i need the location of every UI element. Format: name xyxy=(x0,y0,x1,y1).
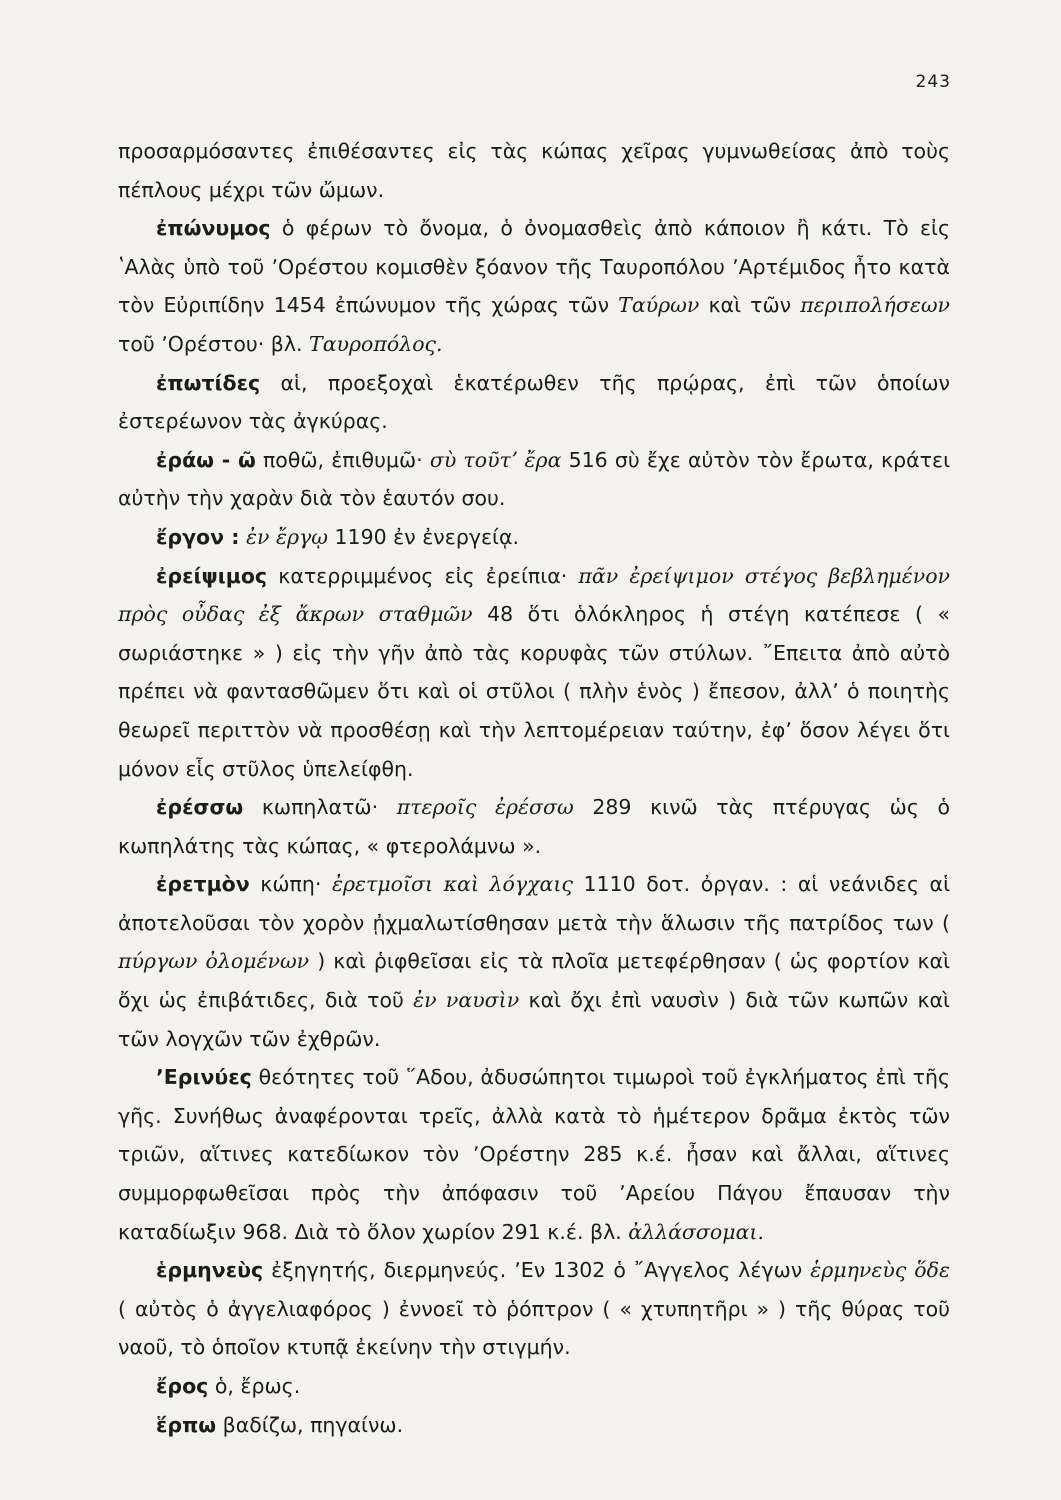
entry-text: 1110 δοτ. ὀργαν. : αἱ νεάνιδες αἱ ἀποτελοῦσαι τὸν χορὸν ᾐχμαλωτίσθησαν μετὰ τὴν ἅλωσιν τῆς πατρίδος των ( xyxy=(118,872,951,935)
entry-headword: ἐράω - ῶ xyxy=(156,447,256,472)
glossary-entry xyxy=(118,518,950,557)
entry-text: ( αὐτὸς ὁ ἀγγελιαφόρος ) ἐννοεῖ τὸ ῥόπτρον ( « χτυπητῆρι » ) τῆς θύρας τοῦ ναοῦ, τὸ ὁποῖον κτυπᾷ ἐκείνην τὴν στιγμήν. xyxy=(118,1296,950,1360)
entry-italic-text: πᾶν ἐρείψιμον στέγος βεβλημένον πρὸς οὖδας ἐξ ἄκρων σταθμῶν xyxy=(118,563,951,627)
entry-headword: ἐρέσσω xyxy=(156,795,244,820)
entry-headword: ἔρος xyxy=(156,1374,209,1398)
entry-italic-text: Ταυροπόλος. xyxy=(309,331,443,356)
entry-text: ἐξηγητής, διερμηνεύς. ʼΕν 1302 ὁ ῎Αγγελος λέγων xyxy=(263,1258,811,1283)
entry-text: ὁ φέρων τὸ ὄνομα, ὁ ὀνομασθεὶς ἀπὸ κάποιον ἢ κάτι. Τὸ εἰς ʽΑλὰς ὑπὸ τοῦ ʼΟρέστου κομισθὲν ξόανον τῆς Ταυροπόλου ʼΑρτέμιδος ἦτο κατὰ τὸν Εὐριπίδην 1454 ἐπώνυμον τῆς χώρας τῶν xyxy=(118,216,950,318)
glossary-entry xyxy=(118,1058,950,1251)
entry-italic-text: ἐν ἔργῳ xyxy=(245,524,328,549)
entry-text: κατερριμμένος εἰς ἐρείπια· xyxy=(267,563,579,588)
glossary-text xyxy=(118,132,950,1444)
entry-text: καὶ τῶν xyxy=(699,293,801,318)
entry-text: κώπη· xyxy=(249,872,332,897)
entry-italic-text: ἐν ναυσὶν xyxy=(413,988,520,1013)
entry-headword: ἑρμηνεὺς xyxy=(156,1258,264,1283)
entry-text: καὶ ὄχι ἐπὶ ναυσὶν ) διὰ τῶν κωπῶν καὶ τῶν λογχῶν τῶν ἐχθρῶν. xyxy=(118,988,950,1051)
entry-text: ) καὶ ῥιφθεῖσαι εἰς τὰ πλοῖα μετεφέρθησαν ( ὡς φορτίον καὶ ὄχι ὡς ἐπιβάτιδες, διὰ τοῦ xyxy=(118,949,951,1013)
entry-text: τοῦ ʼΟρέστου· βλ. xyxy=(118,331,310,356)
entry-headword: ἐρετμὸν xyxy=(156,872,250,897)
entry-headword: ἐρείψιμος xyxy=(156,563,268,588)
glossary-entry xyxy=(118,364,950,441)
entry-italic-text: πτεροῖς ἐρέσσω xyxy=(396,795,574,820)
entry-text: 289 κινῶ τὰς πτέρυγας ὡς ὁ κωπηλάτης τὰς κώπας, « φτερολάμνω ». xyxy=(118,795,950,858)
glossary-entry xyxy=(118,1251,950,1367)
entry-text: κωπηλατῶ· xyxy=(243,795,397,820)
entry-headword: ἔργον : xyxy=(156,524,240,549)
glossary-entry xyxy=(118,557,950,789)
entry-text: 516 σὺ ἔχε αὐτὸν τὸν ἔρωτα, κράτει αὐτὴν τὴν χαρὰν διὰ τὸν ἑαυτόν σου. xyxy=(118,447,951,511)
entry-italic-text: πύργων ὀλομένων xyxy=(118,949,310,974)
entry-italic-text: σὺ τοῦτʼ ἔρα xyxy=(429,447,562,472)
entry-headword: ἕρπω xyxy=(156,1412,217,1437)
entry-text: αἱ, προεξοχαὶ ἑκατέρωθεν τῆς πρῴρας, ἐπὶ τῶν ὁποίων ἐστερέωνον τὰς ἀγκύρας. xyxy=(118,370,950,434)
page-number: 243 xyxy=(915,72,951,92)
glossary-entry xyxy=(118,441,950,518)
glossary-entry xyxy=(118,865,950,1058)
entry-text: προσαρμόσαντες ἐπιθέσαντες εἰς τὰς κώπας χεῖρας γυμνωθείσας ἀπὸ τοὺς πέπλους μέχρι τῶν ὤμων. xyxy=(118,139,950,202)
entry-italic-text: Ταύρων xyxy=(618,293,700,318)
entry-italic-text: ἀλλάσσομαι. xyxy=(628,1219,764,1244)
glossary-entry xyxy=(118,1406,950,1445)
entry-headword: ʼΕρινύες xyxy=(156,1065,252,1090)
entry-text: βαδίζω, πηγαίνω. xyxy=(216,1412,404,1437)
entry-italic-text: περιπολήσεων xyxy=(800,293,951,318)
glossary-entry-continuation xyxy=(118,132,950,209)
glossary-entry xyxy=(118,788,950,865)
glossary-entry xyxy=(118,209,950,363)
entry-italic-text: ἐρετμοῖσι καὶ λόγχαις xyxy=(331,872,573,897)
entry-headword: ἐπώνυμος xyxy=(156,216,271,241)
entry-text: θεότητες τοῦ ῞Αδου, ἀδυσώπητοι τιμωροὶ τοῦ ἐγκλήματος ἐπὶ τῆς γῆς. Συνήθως ἀναφέρονται τρεῖς, ἀλλὰ κατὰ τὸ ἡμέτερον δρᾶμα ἐκτὸς τῶν τριῶν, αἵτινες κατεδίωκον τὸν ʼΟρέστην 285 κ.έ. ἦσαν καὶ ἄλλαι, αἵτινες συμμορφωθεῖσαι πρὸς τὴν ἀπόφασιν τοῦ ʼΑρείου Πάγου ἔπαυσαν τὴν καταδίωξιν 968. Διὰ τὸ ὅλον χωρίον 291 κ.έ. βλ. xyxy=(118,1065,950,1244)
glossary-entry xyxy=(118,1367,950,1406)
entry-headword: ἐπωτίδες xyxy=(156,370,261,395)
entry-italic-text: ἑρμηνεὺς ὅδε xyxy=(810,1258,950,1283)
entry-text: ὁ, ἔρως. xyxy=(208,1374,301,1398)
entry-text: ποθῶ, ἐπιθυμῶ· xyxy=(255,447,430,472)
entry-text: 1190 ἐν ἐνεργείᾳ. xyxy=(327,524,520,549)
entry-text: 48 ὅτι ὁλόκληρος ἡ στέγη κατέπεσε ( « σωριάστηκε » ) εἰς τὴν γῆν ἀπὸ τὰς κορυφὰς τῶν στύλων. ῎Επειτα ἀπὸ αὐτὸ πρέπει νὰ φαντασθῶμεν ὅτι καὶ οἱ στῦλοι ( πλὴν ἑνὸς ) ἔπεσον, ἀλλʼ ὁ ποιητὴς θεωρεῖ περιττὸν νὰ προσθέσῃ καὶ τὴν λεπτομέρειαν ταύτην, ἐφʼ ὅσον λέγει ὅτι μόνον εἷς στῦλος ὑπελείφθη. xyxy=(118,602,951,781)
